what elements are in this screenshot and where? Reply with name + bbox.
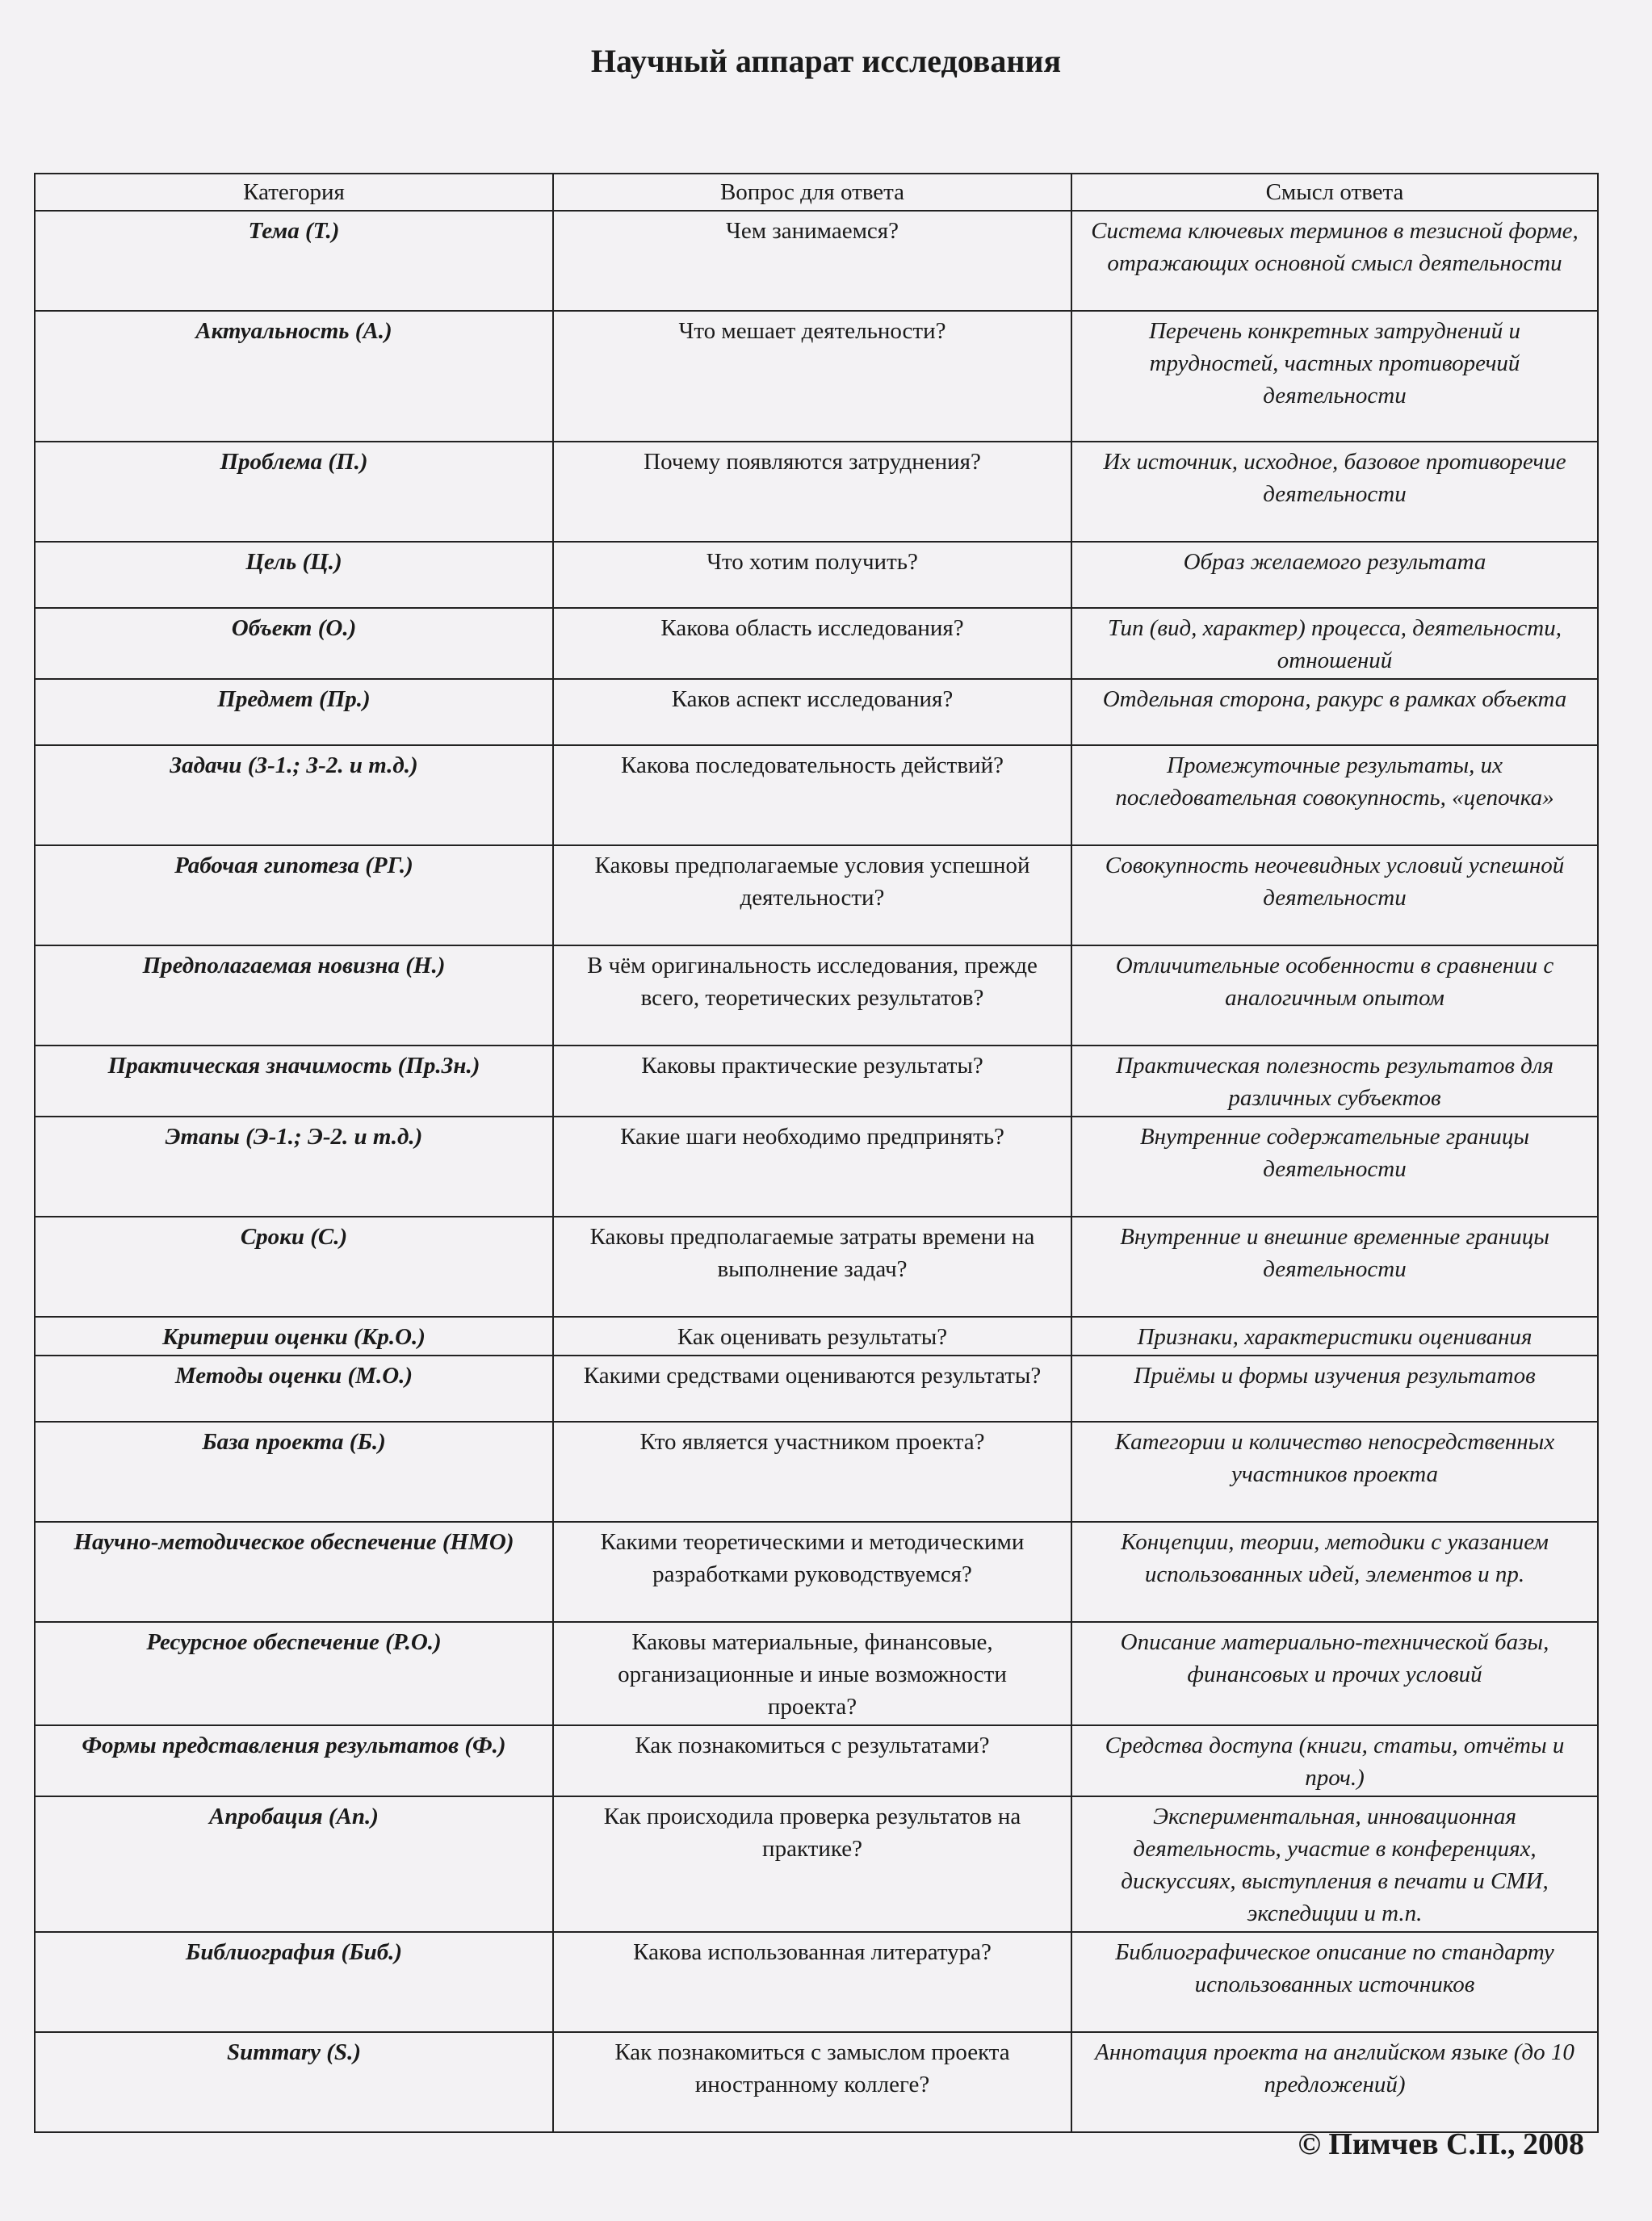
category-cell: Апробация (Ап.) [35,1796,553,1932]
category-cell: Тема (Т.) [35,211,553,311]
meaning-cell: Их источник, исходное, базовое противоречие деятельности [1071,442,1598,542]
meaning-cell: Описание материально-технической базы, финансовых и прочих условий [1071,1622,1598,1725]
table-row [35,311,1598,442]
category-cell: Практическая значимость (Пр.Зн.) [35,1046,553,1117]
meaning-cell: Категории и количество непосредственных участников проекта [1071,1422,1598,1522]
meaning-cell: Образ желаемого результата [1071,542,1598,608]
meaning-cell: Внутренние содержательные границы деятельности [1071,1117,1598,1217]
table-row [35,679,1598,745]
meaning-cell: Библиографическое описание по стандарту использованных источников [1071,1932,1598,2032]
question-cell: Каковы материальные, финансовые, организационные и иные возможности проекта? [553,1622,1071,1725]
table-row [35,1317,1598,1356]
question-cell: Почему появляются затруднения? [553,442,1071,542]
question-cell: Какие шаги необходимо предпринять? [553,1117,1071,1217]
category-cell: Актуальность (А.) [35,311,553,442]
question-cell: Каков аспект исследования? [553,679,1071,745]
category-cell: Сроки (С.) [35,1217,553,1317]
category-cell: Формы представления результатов (Ф.) [35,1725,553,1796]
category-cell: Задачи (З-1.; З-2. и т.д.) [35,745,553,845]
category-cell: База проекта (Б.) [35,1422,553,1522]
table-row [35,1725,1598,1796]
category-cell: Рабочая гипотеза (РГ.) [35,845,553,945]
table-row [35,1356,1598,1422]
meaning-cell: Отличительные особенности в сравнении с аналогичным опытом [1071,945,1598,1046]
meaning-cell: Система ключевых терминов в тезисной форме, отражающих основной смысл деятельности [1071,211,1598,311]
table-row [35,1522,1598,1622]
category-cell: Этапы (Э-1.; Э-2. и т.д.) [35,1117,553,1217]
question-cell: Какова область исследования? [553,608,1071,679]
question-cell: Чем занимаемся? [553,211,1071,311]
question-cell: Кто является участником проекта? [553,1422,1071,1522]
question-cell: Какова последовательность действий? [553,745,1071,845]
meaning-cell: Внутренние и внешние временные границы деятельности [1071,1217,1598,1317]
category-cell: Библиография (Биб.) [35,1932,553,2032]
table-header-row [35,174,1598,211]
table-row [35,745,1598,845]
meaning-cell: Практическая полезность результатов для различных субъектов [1071,1046,1598,1117]
category-cell: Критерии оценки (Кр.О.) [35,1317,553,1356]
question-cell: Как познакомиться с замыслом проекта иностранному коллеге? [553,2032,1071,2132]
category-cell: Цель (Ц.) [35,542,553,608]
category-cell: Предмет (Пр.) [35,679,553,745]
meaning-cell: Экспериментальная, инновационная деятельность, участие в конференциях, дискуссиях, выступления в печати и СМИ, экспедиции и т.п. [1071,1796,1598,1932]
table-row [35,2032,1598,2132]
category-cell: Объект (О.) [35,608,553,679]
question-cell: Каковы практические результаты? [553,1046,1071,1117]
meaning-cell: Признаки, характеристики оценивания [1071,1317,1598,1356]
table-row [35,945,1598,1046]
question-cell: Каковы предполагаемые условия успешной деятельности? [553,845,1071,945]
meaning-cell: Отдельная сторона, ракурс в рамках объекта [1071,679,1598,745]
question-cell: Как происходила проверка результатов на практике? [553,1796,1071,1932]
category-cell: Summary (S.) [35,2032,553,2132]
meaning-cell: Аннотация проекта на английском языке (до 10 предложений) [1071,2032,1598,2132]
question-cell: Какими теоретическими и методическими разработками руководствуемся? [553,1522,1071,1622]
meaning-cell: Средства доступа (книги, статьи, отчёты и проч.) [1071,1725,1598,1796]
table-row [35,608,1598,679]
table-row [35,845,1598,945]
table-row [35,442,1598,542]
question-cell: Какова использованная литература? [553,1932,1071,2032]
question-cell: Что хотим получить? [553,542,1071,608]
meaning-cell: Промежуточные результаты, их последовательная совокупность, «цепочка» [1071,745,1598,845]
meaning-cell: Концепции, теории, методики с указанием использованных идей, элементов и пр. [1071,1522,1598,1622]
research-apparatus-table [34,173,1599,2133]
question-cell: Какими средствами оцениваются результаты? [553,1356,1071,1422]
question-cell: Что мешает деятельности? [553,311,1071,442]
table-row [35,1117,1598,1217]
copyright-note: © Пимчев С.П., 2008 [1298,2127,1584,2161]
question-cell: Каковы предполагаемые затраты времени на выполнение задач? [553,1217,1071,1317]
category-cell: Методы оценки (М.О.) [35,1356,553,1422]
table-row [35,1796,1598,1932]
meaning-cell: Приёмы и формы изучения результатов [1071,1356,1598,1422]
meaning-cell: Тип (вид, характер) процесса, деятельности, отношений [1071,608,1598,679]
table-row [35,1046,1598,1117]
meaning-cell: Перечень конкретных затруднений и трудностей, частных противоречий деятельности [1071,311,1598,442]
table-row [35,1422,1598,1522]
column-header-meaning: Смысл ответа [1071,174,1598,211]
page-title: Научный аппарат исследования [590,43,1062,79]
column-header-category: Категория [35,174,553,211]
question-cell: Как оценивать результаты? [553,1317,1071,1356]
question-cell: Как познакомиться с результатами? [553,1725,1071,1796]
table-row [35,1217,1598,1317]
table-row [35,1932,1598,2032]
category-cell: Ресурсное обеспечение (Р.О.) [35,1622,553,1725]
category-cell: Проблема (П.) [35,442,553,542]
category-cell: Предполагаемая новизна (Н.) [35,945,553,1046]
question-cell: В чём оригинальность исследования, прежде всего, теоретических результатов? [553,945,1071,1046]
table-row [35,211,1598,311]
meaning-cell: Совокупность неочевидных условий успешной деятельности [1071,845,1598,945]
column-header-question: Вопрос для ответа [553,174,1071,211]
table-row [35,1622,1598,1725]
category-cell: Научно-методическое обеспечение (НМО) [35,1522,553,1622]
table-row [35,542,1598,608]
